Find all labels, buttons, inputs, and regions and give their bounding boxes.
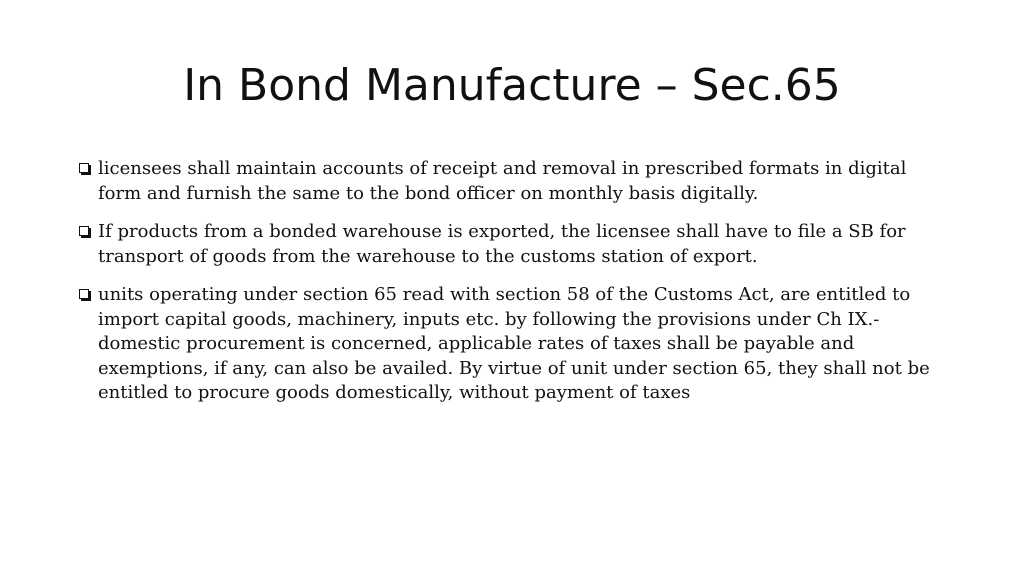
bullet-item (78, 157, 938, 206)
bullet-list (78, 157, 938, 420)
bullet-item (78, 220, 938, 269)
bullet-text: licensees shall maintain accounts of receipt and removal in prescribed formats in digital form and furnish the same to the bond officer on monthly basis digitally. (98, 158, 907, 204)
square-bullet-icon (79, 226, 89, 236)
bullet-text: If products from a bonded warehouse is exported, the licensee shall have to file a SB for transport of goods from the warehouse to the customs station of export. (98, 221, 906, 267)
square-bullet-icon (79, 289, 89, 299)
square-bullet-icon (79, 163, 89, 173)
bullet-item (78, 283, 938, 406)
bullet-text: units operating under section 65 read with section 58 of the Customs Act, are entitled to import capital goods, machinery, inputs etc. by following the provisions under Ch IX.- domestic procurement is concerned, applicable rates of taxes shall be payable and exemptions, if any, can also be availed. By virtue of unit under section 65, they shall not be entitled to procure goods domestically, without payment of taxes (98, 284, 930, 403)
slide-title: In Bond Manufacture – Sec.65 (183, 60, 841, 111)
